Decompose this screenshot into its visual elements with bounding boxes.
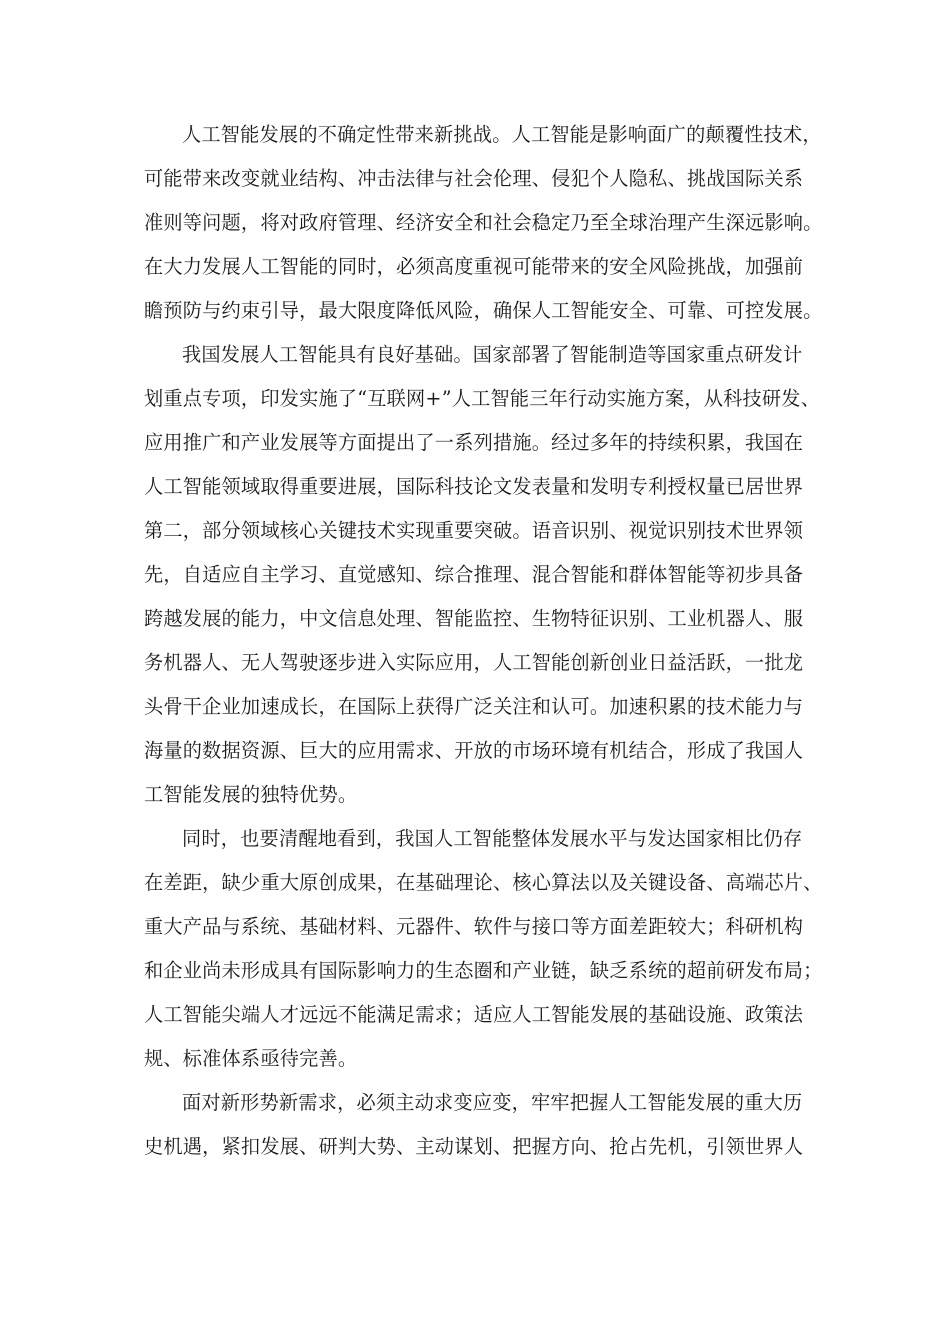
text-line: 划重点专项，印发实施了“互联网+”人工智能三年行动实施方案，从科技研发、 <box>144 387 821 410</box>
text-line: 人工智能发展的不确定性带来新挑战。人工智能是影响面广的颠覆性技术， <box>182 123 822 146</box>
text-line: 应用推广和产业发展等方面提出了一系列措施。经过多年的持续积累，我国在 <box>144 431 804 454</box>
paragraph-good-foundation <box>144 333 824 817</box>
text-line: 和企业尚未形成具有国际影响力的生态圈和产业链，缺乏系统的超前研发布局； <box>144 959 823 982</box>
text-line: 务机器人、无人驾驶逐步进入实际应用，人工智能创新创业日益活跃，一批龙 <box>144 651 804 674</box>
text-line: 人工智能领域取得重要进展，国际科技论文发表量和发明专利授权量已居世界 <box>144 475 804 498</box>
text-line: 我国发展人工智能具有良好基础。国家部署了智能制造等国家重点研发计 <box>182 343 803 366</box>
text-line: 准则等问题，将对政府管理、经济安全和社会稳定乃至全球治理产生深远影响。 <box>144 211 823 234</box>
text-line: 瞻预防与约束引导，最大限度降低风险，确保人工智能安全、可靠、可控发展。 <box>144 299 823 322</box>
text-line: 史机遇，紧扣发展、研判大势、主动谋划、把握方向、抢占先机，引领世界人 <box>144 1135 804 1158</box>
paragraph-uncertainty-challenges <box>144 113 824 333</box>
text-line: 人工智能尖端人才远远不能满足需求；适应人工智能发展的基础设施、政策法 <box>144 1003 804 1026</box>
text-line: 可能带来改变就业结构、冲击法律与社会伦理、侵犯个人隐私、挑战国际关系 <box>144 167 804 190</box>
text-line: 同时，也要清醒地看到，我国人工智能整体发展水平与发达国家相比仍存 <box>182 827 803 850</box>
paragraph-new-situation <box>144 1081 824 1169</box>
text-line: 在差距，缺少重大原创成果，在基础理论、核心算法以及关键设备、高端芯片、 <box>144 871 823 894</box>
text-line: 先，自适应自主学习、直觉感知、综合推理、混合智能和群体智能等初步具备 <box>144 563 804 586</box>
paragraph-existing-gaps <box>144 817 824 1081</box>
text-line: 规、标准体系亟待完善。 <box>144 1047 358 1070</box>
text-line: 在大力发展人工智能的同时，必须高度重视可能带来的安全风险挑战，加强前 <box>144 255 804 278</box>
text-line: 跨越发展的能力，中文信息处理、智能监控、生物特征识别、工业机器人、服 <box>144 607 804 630</box>
text-line: 头骨干企业加速成长，在国际上获得广泛关注和认可。加速积累的技术能力与 <box>144 695 804 718</box>
text-line: 面对新形势新需求，必须主动求变应变，牢牢把握人工智能发展的重大历 <box>182 1091 803 1114</box>
text-line: 重大产品与系统、基础材料、元器件、软件与接口等方面差距较大；科研机构 <box>144 915 804 938</box>
text-line: 工智能发展的独特优势。 <box>144 783 358 806</box>
text-line: 第二，部分领域核心关键技术实现重要突破。语音识别、视觉识别技术世界领 <box>144 519 804 542</box>
document-body <box>144 113 824 1169</box>
text-line: 海量的数据资源、巨大的应用需求、开放的市场环境有机结合，形成了我国人 <box>144 739 804 762</box>
